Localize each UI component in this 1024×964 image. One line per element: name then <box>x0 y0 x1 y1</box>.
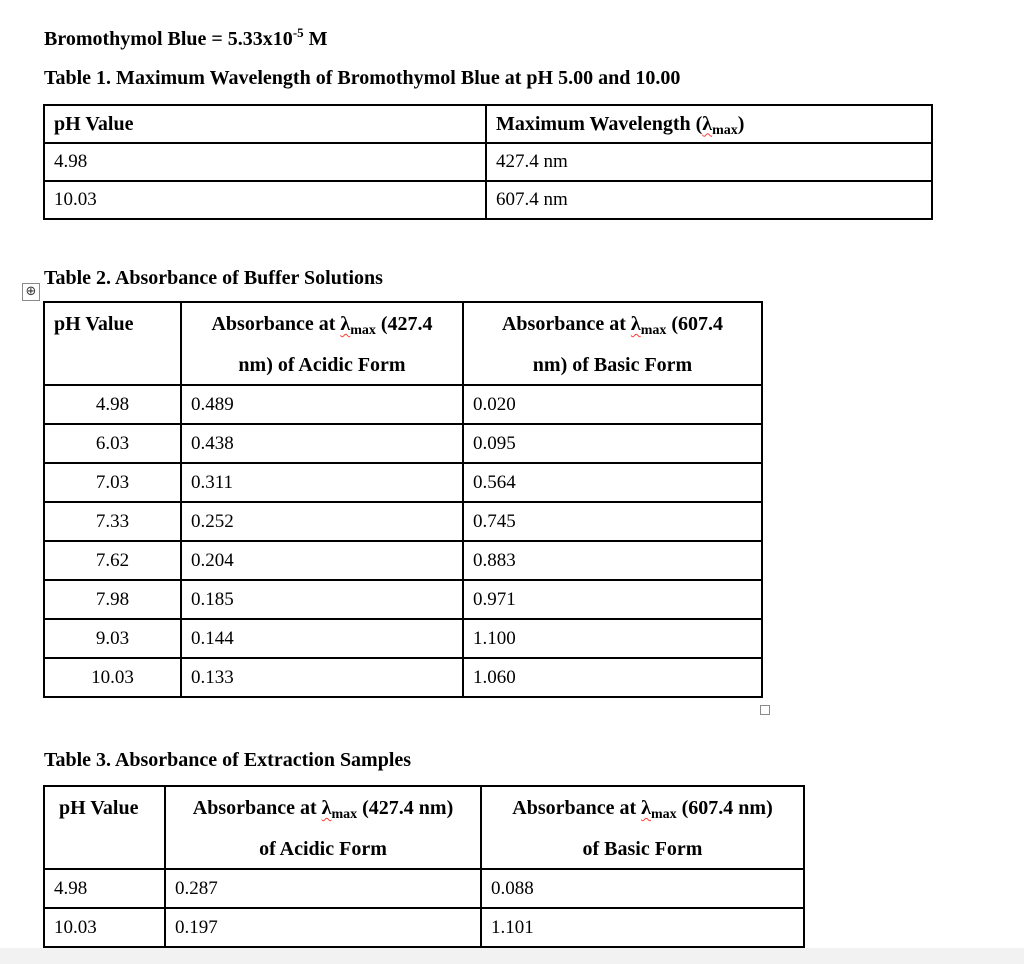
table2-cell-basic: 0.564 <box>463 463 762 502</box>
concentration-unit: M <box>303 28 328 50</box>
table3-col-basic-suffix: (607.4 nm) <box>676 797 773 819</box>
table3-col-acidic-suffix: (427.4 nm) <box>357 797 454 819</box>
table3-header-row <box>44 786 804 869</box>
table3-col-basic-line2: of Basic Form <box>582 838 703 860</box>
table2-col-basic-line2: nm) of Basic Form <box>532 354 693 376</box>
table3 <box>43 785 805 948</box>
table3-col-acidic-line2: of Acidic Form <box>259 838 387 860</box>
table3-cell-acidic: 0.287 <box>165 869 481 908</box>
table2-cell-basic: 0.971 <box>463 580 762 619</box>
table2-cell-acidic: 0.133 <box>181 658 463 697</box>
concentration-text: Bromothymol Blue = 5.33x10 <box>44 28 293 50</box>
table3-cell-basic: 1.101 <box>481 908 804 947</box>
lambda-symbol <box>641 797 677 822</box>
lambda-char: λ <box>641 797 651 819</box>
table2-cell-ph: 7.33 <box>44 502 181 541</box>
table2-cell-ph: 9.03 <box>44 619 181 658</box>
table2-cell-ph: 6.03 <box>44 424 181 463</box>
table-resize-handle[interactable] <box>760 705 770 715</box>
lambda-subscript: max <box>650 807 677 822</box>
table2-col-ph: pH Value <box>44 302 181 385</box>
lambda-subscript: max <box>350 323 376 338</box>
table-row <box>44 908 804 947</box>
table2-col-acidic <box>181 302 463 385</box>
lambda-subscript: max <box>640 323 667 338</box>
table3-col-basic <box>481 786 804 869</box>
lambda-subscript: max <box>712 122 738 138</box>
table3-col-acidic <box>165 786 481 869</box>
table1-cell-wavelength: 427.4 nm <box>486 143 932 181</box>
table2-cell-basic: 1.060 <box>463 658 762 697</box>
table2-cell-basic: 0.095 <box>463 424 762 463</box>
table2-col-acidic-prefix: Absorbance at <box>211 313 341 335</box>
lambda-char: λ <box>702 112 713 135</box>
lambda-symbol <box>340 313 376 338</box>
table1-title: Table 1. Maximum Wavelength of Bromothymol Blue at pH 5.00 and 10.00 <box>44 67 681 89</box>
table2-title: Table 2. Absorbance of Buffer Solutions <box>44 267 383 289</box>
table-row <box>44 463 762 502</box>
table-row <box>44 541 762 580</box>
table-row <box>44 143 932 181</box>
lambda-char: λ <box>630 313 641 335</box>
table1-header-row <box>44 105 932 143</box>
table2-cell-acidic: 0.489 <box>181 385 463 424</box>
table-row <box>44 502 762 541</box>
table-row <box>44 424 762 463</box>
table3-cell-basic: 0.088 <box>481 869 804 908</box>
table3-col-ph: pH Value <box>44 786 165 869</box>
table2-cell-acidic: 0.252 <box>181 502 463 541</box>
lambda-symbol <box>702 112 738 138</box>
concentration-exponent: -5 <box>292 25 304 40</box>
table1-col-ph: pH Value <box>44 105 486 143</box>
table2-cell-acidic: 0.204 <box>181 541 463 580</box>
table2[interactable] <box>43 301 763 698</box>
table-row <box>44 658 762 697</box>
table-move-handle-icon[interactable]: ⊕ <box>22 283 40 301</box>
table-row <box>44 869 804 908</box>
table2-cell-basic: 0.745 <box>463 502 762 541</box>
table3-cell-ph: 10.03 <box>44 908 165 947</box>
table2-header-row <box>44 302 762 385</box>
table2-col-basic-prefix: Absorbance at <box>501 313 631 335</box>
table2-col-acidic-line2: nm) of Acidic Form <box>238 354 406 376</box>
table3-cell-acidic: 0.197 <box>165 908 481 947</box>
concentration-heading <box>44 25 328 51</box>
lambda-symbol <box>630 313 667 338</box>
table1 <box>43 104 933 220</box>
lambda-char: λ <box>321 797 332 819</box>
table1-col-wavelength-suffix: ) <box>737 112 745 135</box>
table2-cell-ph: 7.03 <box>44 463 181 502</box>
table2-cell-acidic: 0.311 <box>181 463 463 502</box>
table3-title: Table 3. Absorbance of Extraction Samples <box>44 749 412 771</box>
table2-cell-basic: 1.100 <box>463 619 762 658</box>
table1-cell-wavelength: 607.4 nm <box>486 181 932 219</box>
table1-cell-ph: 4.98 <box>44 143 486 181</box>
table1-col-wavelength <box>486 105 932 143</box>
table3-col-basic-prefix: Absorbance at <box>512 797 642 819</box>
table-row <box>44 580 762 619</box>
table3-col-acidic-prefix: Absorbance at <box>192 797 322 819</box>
lambda-symbol <box>321 797 358 822</box>
table2-cell-acidic: 0.185 <box>181 580 463 619</box>
table2-cell-ph: 4.98 <box>44 385 181 424</box>
table2-cell-ph: 10.03 <box>44 658 181 697</box>
table2-cell-basic: 0.883 <box>463 541 762 580</box>
table2-cell-acidic: 0.144 <box>181 619 463 658</box>
table-row <box>44 181 932 219</box>
table2-cell-ph: 7.62 <box>44 541 181 580</box>
lambda-char: λ <box>340 313 351 335</box>
table2-col-basic <box>463 302 762 385</box>
table1-cell-ph: 10.03 <box>44 181 486 219</box>
table-row <box>44 619 762 658</box>
table3-cell-ph: 4.98 <box>44 869 165 908</box>
table-row <box>44 385 762 424</box>
table2-cell-acidic: 0.438 <box>181 424 463 463</box>
table1-col-wavelength-prefix: Maximum Wavelength ( <box>496 112 703 135</box>
lambda-subscript: max <box>331 807 358 822</box>
table2-cell-ph: 7.98 <box>44 580 181 619</box>
bottom-bar <box>0 948 1024 964</box>
table2-col-acidic-suffix: (427.4 <box>375 313 433 335</box>
table2-cell-basic: 0.020 <box>463 385 762 424</box>
table2-col-basic-suffix: (607.4 <box>666 313 724 335</box>
